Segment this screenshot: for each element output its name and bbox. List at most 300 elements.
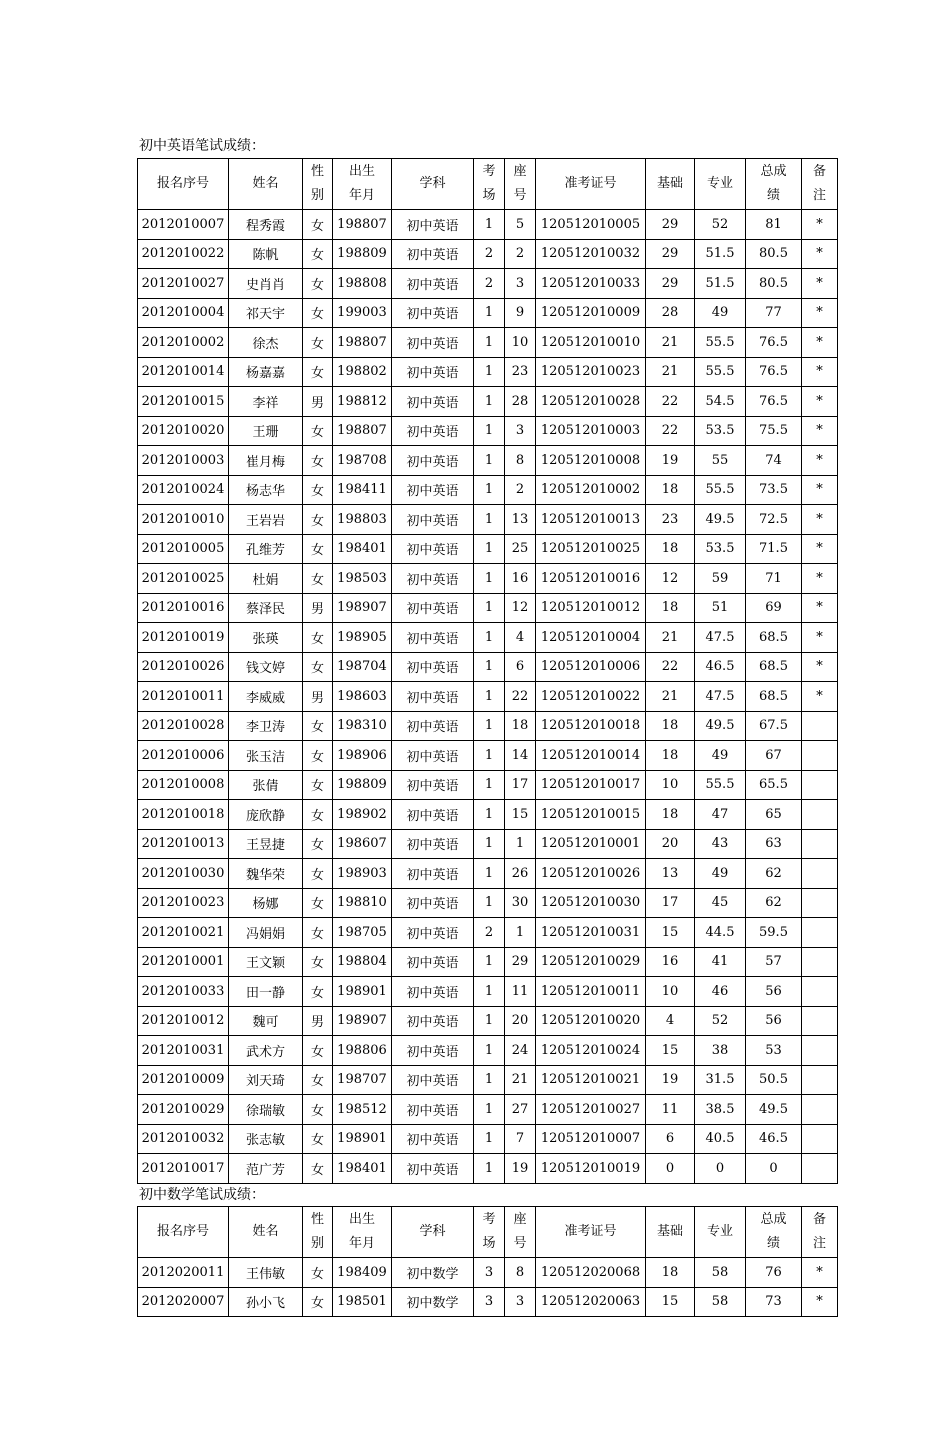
cell-subject: 初中英语 [392, 918, 474, 948]
cell-name: 杨娜 [229, 888, 303, 918]
cell-remark [802, 770, 838, 800]
cell-major-score: 43 [695, 829, 746, 859]
cell-remark [802, 800, 838, 830]
cell-seat-no: 15 [505, 800, 536, 830]
cell-gender: 女 [303, 652, 333, 682]
cell-name: 崔月梅 [229, 446, 303, 476]
cell-gender: 女 [303, 564, 333, 594]
cell-seat-no: 21 [505, 1065, 536, 1095]
cell-subject: 初中英语 [392, 829, 474, 859]
cell-gender: 女 [303, 1258, 333, 1288]
cell-seat-no: 19 [505, 1154, 536, 1184]
cell-name: 李威威 [229, 682, 303, 712]
cell-subject: 初中英语 [392, 859, 474, 889]
cell-exam-room: 1 [474, 947, 505, 977]
cell-admission-no: 120512010014 [536, 741, 646, 771]
cell-gender: 女 [303, 1065, 333, 1095]
table-row [138, 1258, 838, 1288]
cell-basic-score: 23 [646, 505, 695, 535]
cell-birth-month: 198802 [333, 357, 392, 387]
cell-birth-month: 198901 [333, 1124, 392, 1154]
cell-remark: * [802, 682, 838, 712]
cell-birth-month: 198411 [333, 475, 392, 505]
cell-basic-score: 18 [646, 475, 695, 505]
cell-subject: 初中英语 [392, 741, 474, 771]
cell-seat-no: 1 [505, 918, 536, 948]
table-row [138, 1065, 838, 1095]
cell-subject: 初中英语 [392, 593, 474, 623]
cell-remark [802, 1124, 838, 1154]
cell-major-score: 51.5 [695, 239, 746, 269]
table-row [138, 387, 838, 417]
cell-major-score: 47 [695, 800, 746, 830]
cell-reg-no: 2012010002 [138, 328, 229, 358]
cell-gender: 女 [303, 505, 333, 535]
cell-birth-month: 198512 [333, 1095, 392, 1125]
cell-total-score: 65.5 [746, 770, 802, 800]
cell-admission-no: 120512010022 [536, 682, 646, 712]
table-row [138, 711, 838, 741]
cell-exam-room: 1 [474, 1065, 505, 1095]
cell-remark [802, 1095, 838, 1125]
cell-exam-room: 2 [474, 918, 505, 948]
table-row [138, 328, 838, 358]
cell-seat-no: 1 [505, 829, 536, 859]
cell-basic-score: 28 [646, 298, 695, 328]
cell-reg-no: 2012010003 [138, 446, 229, 476]
cell-reg-no: 2012010028 [138, 711, 229, 741]
cell-gender: 女 [303, 1154, 333, 1184]
cell-major-score: 46 [695, 977, 746, 1007]
cell-exam-room: 1 [474, 416, 505, 446]
cell-exam-room: 1 [474, 1036, 505, 1066]
cell-total-score: 46.5 [746, 1124, 802, 1154]
header-exam-room: 考场 [474, 159, 505, 210]
table-row [138, 357, 838, 387]
cell-total-score: 72.5 [746, 505, 802, 535]
cell-total-score: 74 [746, 446, 802, 476]
cell-admission-no: 120512010003 [536, 416, 646, 446]
cell-major-score: 53.5 [695, 416, 746, 446]
cell-name: 杨志华 [229, 475, 303, 505]
cell-basic-score: 15 [646, 1036, 695, 1066]
cell-exam-room: 1 [474, 1006, 505, 1036]
cell-total-score: 0 [746, 1154, 802, 1184]
table-row [138, 859, 838, 889]
cell-basic-score: 21 [646, 357, 695, 387]
cell-subject: 初中英语 [392, 1095, 474, 1125]
cell-basic-score: 22 [646, 416, 695, 446]
cell-total-score: 71 [746, 564, 802, 594]
cell-total-score: 49.5 [746, 1095, 802, 1125]
cell-seat-no: 6 [505, 652, 536, 682]
cell-reg-no: 2012010032 [138, 1124, 229, 1154]
cell-name: 武术方 [229, 1036, 303, 1066]
cell-subject: 初中英语 [392, 475, 474, 505]
cell-exam-room: 2 [474, 269, 505, 299]
cell-total-score: 76 [746, 1258, 802, 1288]
header-gender: 性别 [303, 1207, 333, 1258]
cell-subject: 初中英语 [392, 1036, 474, 1066]
cell-basic-score: 0 [646, 1154, 695, 1184]
cell-exam-room: 1 [474, 888, 505, 918]
cell-total-score: 63 [746, 829, 802, 859]
cell-name: 钱文婷 [229, 652, 303, 682]
cell-remark: * [802, 416, 838, 446]
cell-birth-month: 198401 [333, 534, 392, 564]
cell-reg-no: 2012010019 [138, 623, 229, 653]
cell-remark: * [802, 357, 838, 387]
cell-reg-no: 2012010030 [138, 859, 229, 889]
cell-subject: 初中英语 [392, 210, 474, 240]
cell-total-score: 59.5 [746, 918, 802, 948]
cell-subject: 初中英语 [392, 416, 474, 446]
cell-remark [802, 711, 838, 741]
cell-seat-no: 8 [505, 446, 536, 476]
cell-reg-no: 2012010024 [138, 475, 229, 505]
cell-name: 魏可 [229, 1006, 303, 1036]
header-total-score: 总成绩 [746, 1207, 802, 1258]
header-birth-month: 出生年月 [333, 1207, 392, 1258]
cell-name: 王昱捷 [229, 829, 303, 859]
cell-admission-no: 120512010007 [536, 1124, 646, 1154]
cell-reg-no: 2012010011 [138, 682, 229, 712]
cell-exam-room: 1 [474, 682, 505, 712]
cell-remark: * [802, 623, 838, 653]
cell-gender: 女 [303, 475, 333, 505]
cell-reg-no: 2012010004 [138, 298, 229, 328]
cell-name: 程秀霞 [229, 210, 303, 240]
cell-total-score: 62 [746, 859, 802, 889]
cell-name: 张玉洁 [229, 741, 303, 771]
cell-reg-no: 2012010031 [138, 1036, 229, 1066]
cell-admission-no: 120512010032 [536, 239, 646, 269]
cell-name: 蔡泽民 [229, 593, 303, 623]
table-row [138, 1006, 838, 1036]
cell-name: 陈帆 [229, 239, 303, 269]
header-basic-score: 基础 [646, 1207, 695, 1258]
cell-name: 祁天宇 [229, 298, 303, 328]
header-seat-no: 座号 [505, 1207, 536, 1258]
cell-major-score: 38 [695, 1036, 746, 1066]
cell-seat-no: 2 [505, 475, 536, 505]
cell-birth-month: 198804 [333, 947, 392, 977]
cell-basic-score: 10 [646, 770, 695, 800]
header-row [138, 159, 838, 210]
cell-admission-no: 120512010004 [536, 623, 646, 653]
cell-gender: 男 [303, 682, 333, 712]
cell-total-score: 75.5 [746, 416, 802, 446]
cell-name: 田一静 [229, 977, 303, 1007]
cell-admission-no: 120512010016 [536, 564, 646, 594]
cell-birth-month: 198806 [333, 1036, 392, 1066]
cell-gender: 女 [303, 977, 333, 1007]
cell-remark: * [802, 446, 838, 476]
cell-subject: 初中英语 [392, 652, 474, 682]
table-row [138, 888, 838, 918]
cell-major-score: 54.5 [695, 387, 746, 417]
cell-exam-room: 3 [474, 1287, 505, 1317]
cell-reg-no: 2012010029 [138, 1095, 229, 1125]
cell-birth-month: 198501 [333, 1287, 392, 1317]
cell-subject: 初中英语 [392, 269, 474, 299]
cell-name: 王岩岩 [229, 505, 303, 535]
cell-gender: 女 [303, 859, 333, 889]
table-row [138, 800, 838, 830]
cell-reg-no: 2012010006 [138, 741, 229, 771]
cell-total-score: 50.5 [746, 1065, 802, 1095]
cell-total-score: 69 [746, 593, 802, 623]
cell-subject: 初中英语 [392, 239, 474, 269]
cell-admission-no: 120512010026 [536, 859, 646, 889]
cell-exam-room: 1 [474, 652, 505, 682]
header-basic-score: 基础 [646, 159, 695, 210]
cell-major-score: 0 [695, 1154, 746, 1184]
cell-reg-no: 2012010023 [138, 888, 229, 918]
cell-birth-month: 198704 [333, 652, 392, 682]
cell-remark [802, 741, 838, 771]
cell-admission-no: 120512020068 [536, 1258, 646, 1288]
cell-exam-room: 1 [474, 564, 505, 594]
cell-birth-month: 198906 [333, 741, 392, 771]
cell-admission-no: 120512020063 [536, 1287, 646, 1317]
cell-subject: 初中英语 [392, 711, 474, 741]
cell-exam-room: 1 [474, 977, 505, 1007]
cell-reg-no: 2012010026 [138, 652, 229, 682]
cell-basic-score: 17 [646, 888, 695, 918]
table-row [138, 1124, 838, 1154]
cell-seat-no: 25 [505, 534, 536, 564]
cell-basic-score: 18 [646, 741, 695, 771]
cell-reg-no: 2012010015 [138, 387, 229, 417]
cell-reg-no: 2012010022 [138, 239, 229, 269]
cell-major-score: 49.5 [695, 711, 746, 741]
cell-basic-score: 18 [646, 800, 695, 830]
table-row [138, 505, 838, 535]
cell-name: 刘天琦 [229, 1065, 303, 1095]
cell-admission-no: 120512010033 [536, 269, 646, 299]
table-row [138, 829, 838, 859]
cell-exam-room: 1 [474, 328, 505, 358]
cell-remark [802, 977, 838, 1007]
cell-seat-no: 3 [505, 416, 536, 446]
table-row [138, 239, 838, 269]
cell-name: 王珊 [229, 416, 303, 446]
cell-admission-no: 120512010002 [536, 475, 646, 505]
cell-subject: 初中英语 [392, 947, 474, 977]
cell-exam-room: 1 [474, 1154, 505, 1184]
cell-basic-score: 15 [646, 1287, 695, 1317]
header-total-score: 总成绩 [746, 159, 802, 210]
cell-total-score: 73 [746, 1287, 802, 1317]
cell-seat-no: 4 [505, 623, 536, 653]
cell-birth-month: 198603 [333, 682, 392, 712]
english-score-table [137, 158, 838, 1184]
cell-birth-month: 198807 [333, 416, 392, 446]
cell-birth-month: 198808 [333, 269, 392, 299]
cell-major-score: 51.5 [695, 269, 746, 299]
cell-gender: 男 [303, 387, 333, 417]
cell-seat-no: 8 [505, 1258, 536, 1288]
cell-major-score: 55 [695, 446, 746, 476]
cell-remark: * [802, 239, 838, 269]
cell-admission-no: 120512010020 [536, 1006, 646, 1036]
header-exam-room: 考场 [474, 1207, 505, 1258]
header-major-score: 专业 [695, 1207, 746, 1258]
cell-major-score: 49 [695, 859, 746, 889]
cell-admission-no: 120512010012 [536, 593, 646, 623]
cell-total-score: 76.5 [746, 328, 802, 358]
cell-major-score: 59 [695, 564, 746, 594]
cell-reg-no: 2012010008 [138, 770, 229, 800]
cell-gender: 女 [303, 1124, 333, 1154]
cell-admission-no: 120512010018 [536, 711, 646, 741]
cell-total-score: 62 [746, 888, 802, 918]
cell-birth-month: 198607 [333, 829, 392, 859]
cell-seat-no: 30 [505, 888, 536, 918]
cell-exam-room: 1 [474, 829, 505, 859]
table-row [138, 1287, 838, 1317]
cell-exam-room: 2 [474, 239, 505, 269]
cell-major-score: 52 [695, 1006, 746, 1036]
cell-gender: 女 [303, 298, 333, 328]
cell-gender: 女 [303, 328, 333, 358]
cell-admission-no: 120512010023 [536, 357, 646, 387]
table-row [138, 593, 838, 623]
table-row [138, 947, 838, 977]
table-row [138, 298, 838, 328]
table-row [138, 564, 838, 594]
cell-seat-no: 20 [505, 1006, 536, 1036]
cell-total-score: 67 [746, 741, 802, 771]
cell-exam-room: 1 [474, 298, 505, 328]
cell-admission-no: 120512010015 [536, 800, 646, 830]
cell-subject: 初中英语 [392, 1154, 474, 1184]
cell-seat-no: 27 [505, 1095, 536, 1125]
cell-gender: 女 [303, 1095, 333, 1125]
cell-total-score: 67.5 [746, 711, 802, 741]
cell-seat-no: 5 [505, 210, 536, 240]
cell-remark: * [802, 328, 838, 358]
cell-seat-no: 16 [505, 564, 536, 594]
cell-total-score: 53 [746, 1036, 802, 1066]
cell-exam-room: 1 [474, 800, 505, 830]
cell-gender: 女 [303, 918, 333, 948]
cell-subject: 初中英语 [392, 1124, 474, 1154]
cell-remark: * [802, 269, 838, 299]
cell-major-score: 53.5 [695, 534, 746, 564]
cell-remark: * [802, 593, 838, 623]
cell-total-score: 71.5 [746, 534, 802, 564]
cell-basic-score: 21 [646, 682, 695, 712]
cell-basic-score: 11 [646, 1095, 695, 1125]
cell-seat-no: 14 [505, 741, 536, 771]
cell-gender: 女 [303, 446, 333, 476]
cell-birth-month: 198901 [333, 977, 392, 1007]
cell-total-score: 76.5 [746, 357, 802, 387]
cell-seat-no: 22 [505, 682, 536, 712]
cell-seat-no: 23 [505, 357, 536, 387]
cell-major-score: 51 [695, 593, 746, 623]
cell-name: 李祥 [229, 387, 303, 417]
cell-exam-room: 1 [474, 387, 505, 417]
cell-reg-no: 2012010010 [138, 505, 229, 535]
table-row [138, 682, 838, 712]
cell-major-score: 52 [695, 210, 746, 240]
cell-basic-score: 19 [646, 1065, 695, 1095]
cell-major-score: 46.5 [695, 652, 746, 682]
cell-birth-month: 199003 [333, 298, 392, 328]
cell-admission-no: 120512010010 [536, 328, 646, 358]
header-seat-no: 座号 [505, 159, 536, 210]
cell-major-score: 49.5 [695, 505, 746, 535]
cell-reg-no: 2012010009 [138, 1065, 229, 1095]
cell-exam-room: 3 [474, 1258, 505, 1288]
cell-gender: 女 [303, 269, 333, 299]
cell-remark [802, 1065, 838, 1095]
cell-basic-score: 18 [646, 593, 695, 623]
cell-remark: * [802, 652, 838, 682]
cell-basic-score: 18 [646, 534, 695, 564]
cell-subject: 初中英语 [392, 770, 474, 800]
header-reg-no: 报名序号 [138, 159, 229, 210]
cell-remark [802, 1006, 838, 1036]
cell-total-score: 80.5 [746, 239, 802, 269]
cell-subject: 初中英语 [392, 357, 474, 387]
cell-remark: * [802, 387, 838, 417]
cell-birth-month: 198807 [333, 210, 392, 240]
cell-basic-score: 18 [646, 1258, 695, 1288]
cell-name: 张志敏 [229, 1124, 303, 1154]
cell-seat-no: 18 [505, 711, 536, 741]
cell-remark: * [802, 298, 838, 328]
cell-basic-score: 16 [646, 947, 695, 977]
table-row [138, 446, 838, 476]
cell-remark: * [802, 534, 838, 564]
table-row [138, 770, 838, 800]
cell-total-score: 81 [746, 210, 802, 240]
cell-gender: 女 [303, 534, 333, 564]
cell-admission-no: 120512010031 [536, 918, 646, 948]
cell-remark: * [802, 564, 838, 594]
cell-major-score: 55.5 [695, 475, 746, 505]
cell-name: 魏华荣 [229, 859, 303, 889]
table-row [138, 269, 838, 299]
cell-reg-no: 2012020011 [138, 1258, 229, 1288]
cell-name: 孙小飞 [229, 1287, 303, 1317]
cell-remark [802, 859, 838, 889]
cell-name: 王文颖 [229, 947, 303, 977]
cell-reg-no: 2012010005 [138, 534, 229, 564]
cell-reg-no: 2012010017 [138, 1154, 229, 1184]
cell-name: 孔维芳 [229, 534, 303, 564]
cell-remark [802, 829, 838, 859]
cell-subject: 初中数学 [392, 1287, 474, 1317]
cell-basic-score: 12 [646, 564, 695, 594]
cell-basic-score: 15 [646, 918, 695, 948]
table-row [138, 534, 838, 564]
cell-major-score: 55.5 [695, 328, 746, 358]
cell-exam-room: 1 [474, 446, 505, 476]
cell-reg-no: 2012020007 [138, 1287, 229, 1317]
cell-admission-no: 120512010019 [536, 1154, 646, 1184]
cell-exam-room: 1 [474, 623, 505, 653]
cell-seat-no: 17 [505, 770, 536, 800]
cell-seat-no: 12 [505, 593, 536, 623]
cell-total-score: 73.5 [746, 475, 802, 505]
cell-gender: 女 [303, 210, 333, 240]
cell-seat-no: 24 [505, 1036, 536, 1066]
